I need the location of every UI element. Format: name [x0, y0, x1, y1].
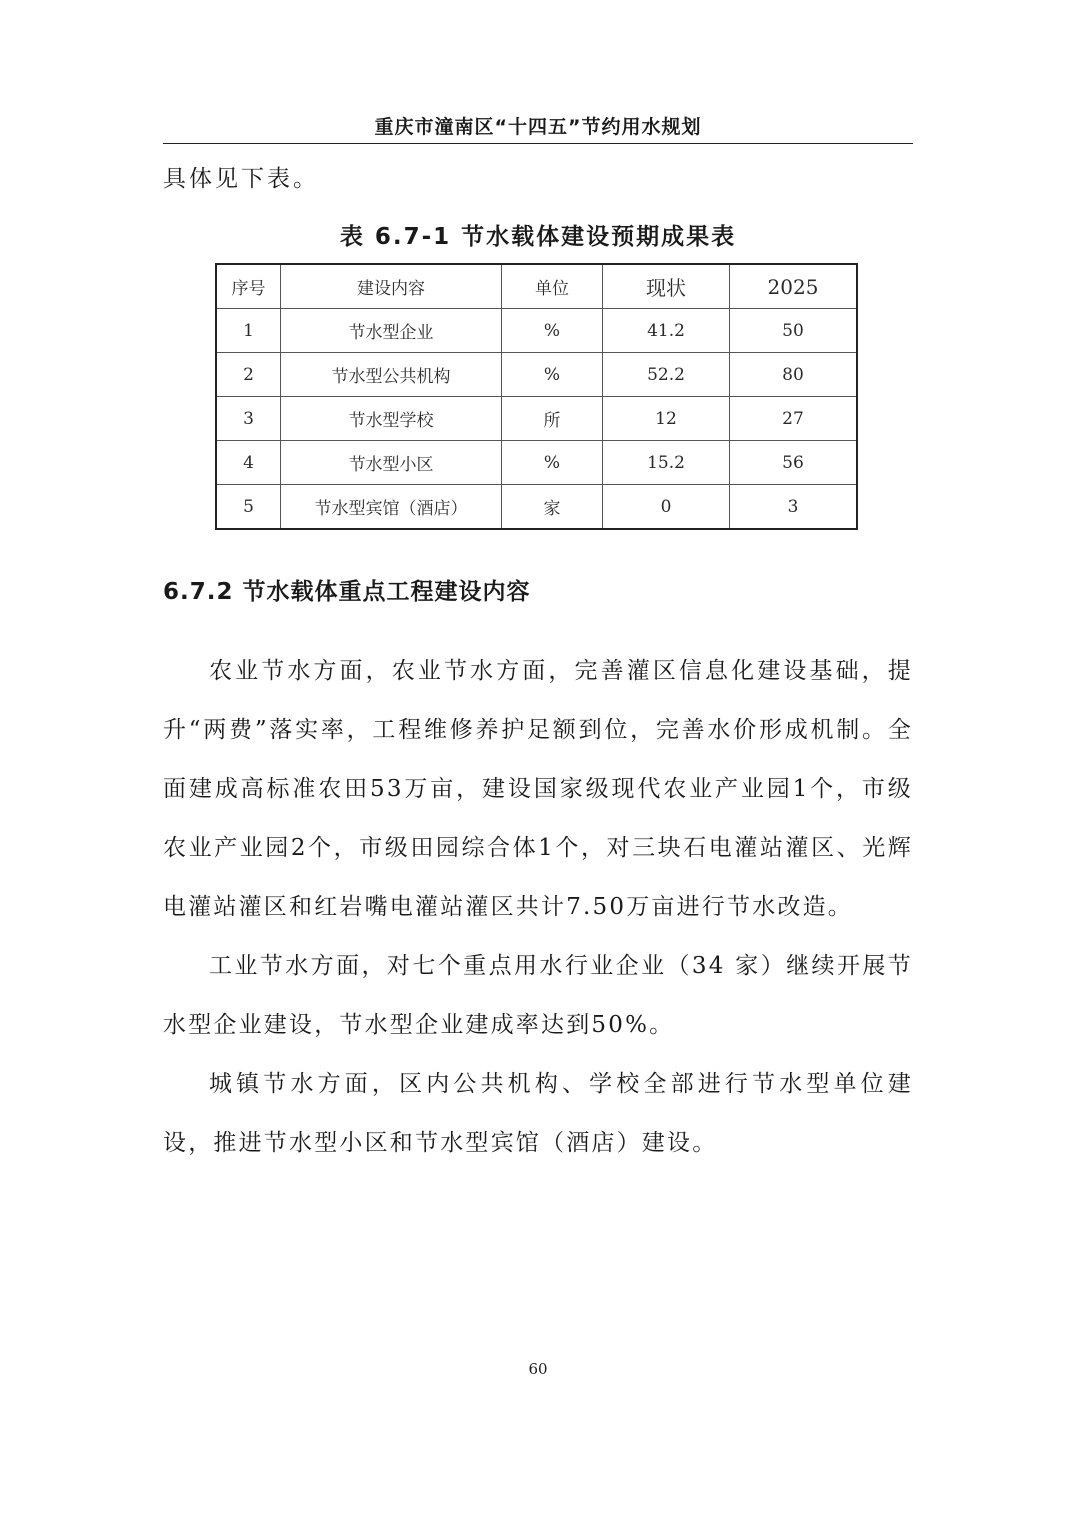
cell-unit: % — [502, 353, 603, 397]
cell-content: 节水型学校 — [281, 397, 502, 441]
cell-2025: 3 — [730, 485, 858, 530]
cell-current: 52.2 — [603, 353, 730, 397]
cell-current: 12 — [603, 397, 730, 441]
cell-2025: 80 — [730, 353, 858, 397]
header-cell-2025: 2025 — [730, 264, 858, 309]
cell-index: 4 — [216, 441, 281, 485]
header-cell-content: 建设内容 — [281, 264, 502, 309]
cell-unit: % — [502, 441, 603, 485]
header-cell-unit: 单位 — [502, 264, 603, 309]
table-row — [216, 353, 857, 397]
table-row — [216, 485, 857, 530]
cell-unit: 家 — [502, 485, 603, 530]
page-number: 60 — [528, 1360, 548, 1378]
cell-current: 15.2 — [603, 441, 730, 485]
cell-unit: 所 — [502, 397, 603, 441]
cell-2025: 27 — [730, 397, 858, 441]
cell-index: 3 — [216, 397, 281, 441]
cell-unit: % — [502, 309, 603, 353]
table-row — [216, 309, 857, 353]
cell-current: 0 — [603, 485, 730, 530]
table-row — [216, 397, 857, 441]
cell-index: 5 — [216, 485, 281, 530]
cell-content: 节水型企业 — [281, 309, 502, 353]
cell-current: 41.2 — [603, 309, 730, 353]
paragraph-agriculture: 农业节水方面，农业节水方面，完善灌区信息化建设基础，提升“两费”落实率，工程维修养护足额到位，完善水价形成机制。全面建成高标准农田53万亩，建设国家级现代农业产业园1个，市级农业产业园2个，市级田园综合体1个，对三块石电灌站灌区、光辉电灌站灌区和红岩嘴电灌站灌区共计7.50万亩进行节水改造。 — [163, 658, 913, 920]
cell-2025: 56 — [730, 441, 858, 485]
paragraph-urban: 城镇节水方面，区内公共机构、学校全部进行节水型单位建设，推进节水型小区和节水型宾馆（酒店）建设。 — [163, 1071, 913, 1156]
section-heading: 6.7.2 节水载体重点工程建设内容 — [163, 579, 531, 605]
cell-index: 1 — [216, 309, 281, 353]
table-header-row — [216, 264, 857, 309]
cell-2025: 50 — [730, 309, 858, 353]
paragraph-industry: 工业节水方面，对七个重点用水行业企业（34 家）继续开展节水型企业建设，节水型企业建成率达到50%。 — [163, 953, 913, 1038]
cell-index: 2 — [216, 353, 281, 397]
header-rule — [163, 143, 913, 144]
cell-content: 节水型宾馆（酒店） — [281, 485, 502, 530]
cell-content: 节水型公共机构 — [281, 353, 502, 397]
results-table — [215, 263, 858, 530]
header-cell-index: 序号 — [216, 264, 281, 309]
running-header: 重庆市潼南区“十四五”节约用水规划 — [374, 116, 702, 138]
table-caption: 表 6.7-1 节水载体建设预期成果表 — [339, 224, 737, 250]
header-cell-current: 现状 — [603, 264, 730, 309]
cell-content: 节水型小区 — [281, 441, 502, 485]
table-row — [216, 441, 857, 485]
intro-text: 具体见下表。 — [163, 166, 319, 192]
